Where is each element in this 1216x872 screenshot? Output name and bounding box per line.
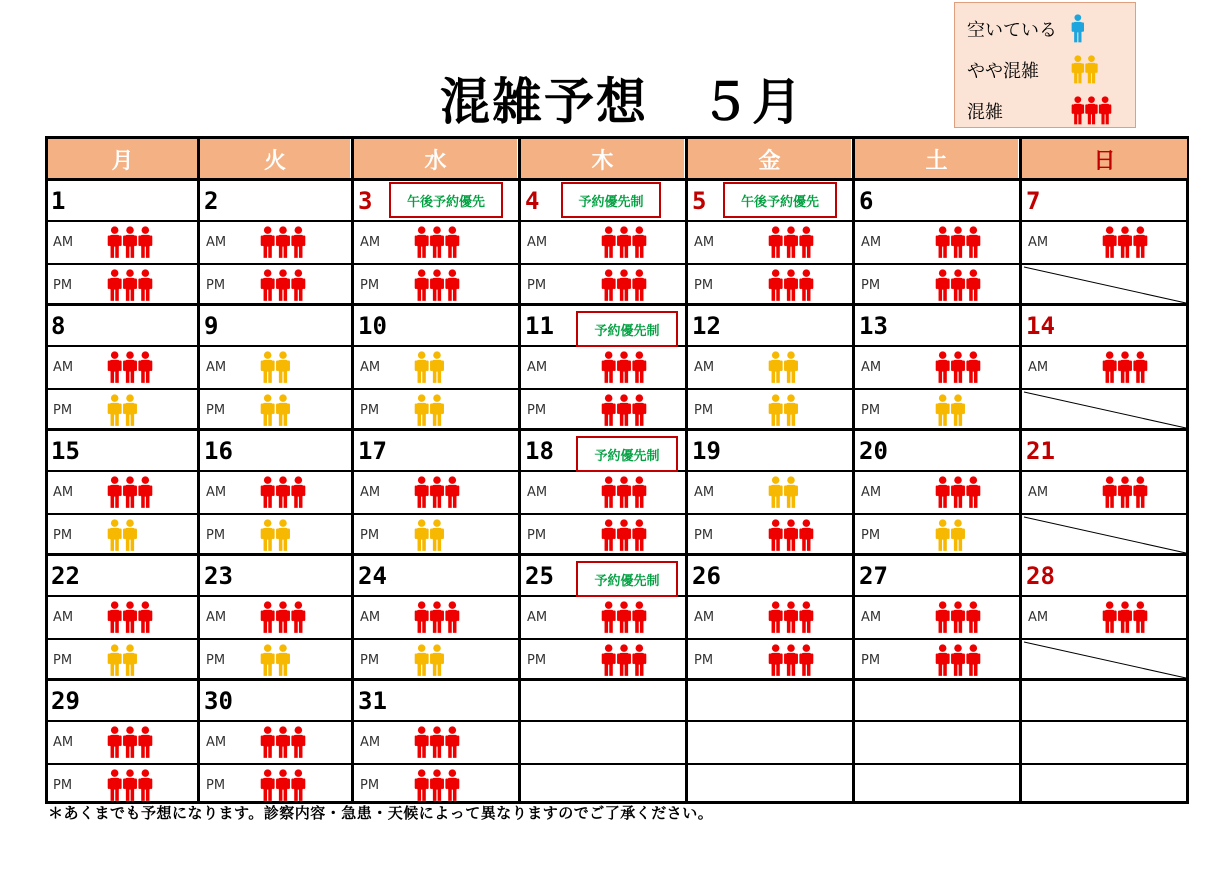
pm-label: PM (206, 528, 226, 543)
congestion-icon-busy (414, 644, 445, 681)
pm-label: PM (206, 403, 226, 418)
am-label: AM (1028, 235, 1049, 250)
congestion-icon-crowded (414, 769, 460, 806)
pm-label: PM (360, 278, 380, 293)
day-number: 19 (692, 437, 721, 465)
legend-icon-vacant (1071, 14, 1085, 43)
pm-label: PM (527, 278, 547, 293)
day-number: 16 (204, 437, 233, 465)
day-number: 4 (525, 187, 540, 215)
am-label: AM (53, 610, 74, 625)
day-number: 6 (859, 187, 874, 215)
congestion-icon-crowded (414, 226, 460, 263)
congestion-icon-busy (768, 394, 799, 431)
am-label: AM (206, 360, 227, 375)
congestion-icon-crowded (1102, 601, 1148, 638)
congestion-icon-crowded (414, 726, 460, 763)
day-cell[interactable] (688, 429, 852, 554)
am-label: AM (206, 235, 227, 250)
day-cell[interactable] (521, 429, 685, 554)
am-label: AM (861, 610, 882, 625)
congestion-icon-crowded (935, 476, 981, 513)
day-cell[interactable] (200, 304, 351, 429)
congestion-icon-crowded (768, 269, 814, 306)
day-cell[interactable] (521, 304, 685, 429)
weekday-header: 月 (48, 139, 197, 179)
am-label: AM (360, 610, 381, 625)
day-number: 24 (358, 562, 387, 590)
day-cell[interactable] (521, 179, 685, 304)
day-number: 26 (692, 562, 721, 590)
congestion-icon-crowded (768, 519, 814, 556)
congestion-icon-crowded (935, 226, 981, 263)
day-cell[interactable] (855, 304, 1019, 429)
pm-label: PM (53, 653, 73, 668)
congestion-icon-crowded (768, 644, 814, 681)
weekday-header: 日 (1022, 139, 1187, 179)
am-label: AM (53, 485, 74, 500)
congestion-icon-crowded (1102, 351, 1148, 388)
day-number: 27 (859, 562, 888, 590)
congestion-icon-busy (107, 519, 138, 556)
am-label: AM (360, 235, 381, 250)
am-label: AM (206, 610, 227, 625)
congestion-icon-crowded (935, 644, 981, 681)
pm-label: PM (53, 528, 73, 543)
am-label: AM (694, 485, 715, 500)
pm-label: PM (694, 403, 714, 418)
day-number: 13 (859, 312, 888, 340)
congestion-icon-crowded (260, 476, 306, 513)
am-label: AM (1028, 360, 1049, 375)
legend-icon-crowded (1071, 96, 1112, 125)
day-cell[interactable] (1022, 304, 1188, 429)
day-cell[interactable] (1022, 554, 1188, 679)
day-number: 2 (204, 187, 219, 215)
congestion-icon-crowded (1102, 226, 1148, 263)
am-label: AM (1028, 485, 1049, 500)
day-cell[interactable] (1022, 429, 1188, 554)
congestion-icon-crowded (935, 351, 981, 388)
am-label: AM (206, 485, 227, 500)
legend-icon-busy (1071, 55, 1098, 84)
am-label: AM (694, 610, 715, 625)
legend-item-busy (967, 52, 1098, 88)
reservation-note: 予約優先制 (576, 561, 678, 597)
day-number: 17 (358, 437, 387, 465)
day-cell[interactable] (47, 304, 197, 429)
congestion-icon-crowded (414, 476, 460, 513)
day-number: 18 (525, 437, 554, 465)
am-label: AM (527, 360, 548, 375)
congestion-icon-crowded (414, 601, 460, 638)
congestion-icon-crowded (107, 351, 153, 388)
congestion-icon-busy (414, 519, 445, 556)
am-label: AM (527, 235, 548, 250)
am-label: AM (360, 360, 381, 375)
congestion-icon-busy (260, 644, 291, 681)
congestion-icon-crowded (601, 394, 647, 431)
closed-slash (1022, 640, 1188, 680)
congestion-icon-busy (935, 394, 966, 431)
pm-label: PM (861, 403, 881, 418)
congestion-icon-crowded (260, 726, 306, 763)
congestion-icon-crowded (601, 644, 647, 681)
pm-label: PM (527, 528, 547, 543)
pm-label: PM (53, 778, 73, 793)
congestion-icon-crowded (260, 269, 306, 306)
legend-label: やや混雑 (967, 61, 1039, 82)
congestion-icon-busy (414, 394, 445, 431)
day-cell[interactable] (354, 429, 518, 554)
congestion-icon-crowded (935, 269, 981, 306)
am-label: AM (360, 735, 381, 750)
day-number: 8 (51, 312, 66, 340)
am-label: AM (694, 360, 715, 375)
day-cell[interactable] (855, 554, 1019, 679)
day-number: 5 (692, 187, 707, 215)
pm-label: PM (861, 278, 881, 293)
day-cell[interactable] (855, 429, 1019, 554)
congestion-icon-crowded (107, 726, 153, 763)
congestion-icon-crowded (107, 769, 153, 806)
pm-label: PM (527, 403, 547, 418)
day-cell[interactable] (200, 554, 351, 679)
pm-label: PM (206, 278, 226, 293)
am-label: AM (694, 235, 715, 250)
day-number: 12 (692, 312, 721, 340)
congestion-icon-crowded (601, 269, 647, 306)
congestion-icon-crowded (107, 476, 153, 513)
am-label: AM (527, 610, 548, 625)
pm-label: PM (360, 528, 380, 543)
am-label: AM (53, 735, 74, 750)
congestion-icon-busy (260, 519, 291, 556)
day-cell[interactable] (688, 179, 852, 304)
day-number: 22 (51, 562, 80, 590)
reservation-note: 午後予約優先 (389, 182, 503, 218)
closed-slash (1022, 265, 1188, 305)
reservation-note: 予約優先制 (576, 311, 678, 347)
congestion-icon-crowded (260, 769, 306, 806)
reservation-note: 午後予約優先 (723, 182, 837, 218)
page-title: 混雑予想 ５月 (440, 73, 804, 131)
closed-slash (1022, 515, 1188, 555)
congestion-icon-busy (414, 351, 445, 388)
congestion-icon-crowded (935, 601, 981, 638)
congestion-icon-busy (107, 644, 138, 681)
day-cell[interactable] (855, 179, 1019, 304)
congestion-icon-busy (107, 394, 138, 431)
pm-label: PM (360, 778, 380, 793)
legend-label: 空いている (967, 20, 1057, 41)
congestion-icon-crowded (601, 226, 647, 263)
am-label: AM (527, 485, 548, 500)
day-cell[interactable] (521, 554, 685, 679)
day-number: 25 (525, 562, 554, 590)
congestion-icon-crowded (601, 476, 647, 513)
congestion-icon-busy (768, 351, 799, 388)
day-cell[interactable] (688, 554, 852, 679)
congestion-icon-crowded (768, 601, 814, 638)
day-cell[interactable] (1022, 179, 1188, 304)
day-cell[interactable] (200, 429, 351, 554)
day-cell[interactable] (47, 679, 197, 804)
reservation-note: 予約優先制 (576, 436, 678, 472)
day-number: 1 (51, 187, 66, 215)
legend-item-vacant (967, 11, 1085, 47)
am-label: AM (1028, 610, 1049, 625)
pm-label: PM (206, 778, 226, 793)
congestion-icon-crowded (107, 269, 153, 306)
congestion-icon-busy (260, 351, 291, 388)
legend-label: 混雑 (967, 102, 1003, 123)
congestion-icon-crowded (601, 519, 647, 556)
am-label: AM (861, 235, 882, 250)
day-cell[interactable] (47, 429, 197, 554)
weekday-header: 木 (521, 139, 684, 179)
am-label: AM (861, 360, 882, 375)
day-cell[interactable] (354, 554, 518, 679)
day-cell[interactable] (47, 179, 197, 304)
pm-label: PM (53, 278, 73, 293)
am-label: AM (53, 235, 74, 250)
congestion-icon-crowded (260, 226, 306, 263)
day-number: 11 (525, 312, 554, 340)
congestion-legend (954, 2, 1136, 128)
day-number: 7 (1026, 187, 1041, 215)
day-number: 21 (1026, 437, 1055, 465)
day-number: 29 (51, 687, 80, 715)
weekday-header: 火 (200, 139, 350, 179)
pm-label: PM (861, 528, 881, 543)
day-number: 31 (358, 687, 387, 715)
pm-label: PM (694, 528, 714, 543)
congestion-icon-busy (260, 394, 291, 431)
reservation-note: 予約優先制 (561, 182, 661, 218)
day-number: 30 (204, 687, 233, 715)
day-number: 23 (204, 562, 233, 590)
congestion-icon-crowded (1102, 476, 1148, 513)
am-label: AM (206, 735, 227, 750)
day-cell[interactable] (354, 679, 518, 804)
congestion-icon-crowded (107, 601, 153, 638)
day-number: 3 (358, 187, 373, 215)
pm-label: PM (360, 653, 380, 668)
congestion-icon-crowded (107, 226, 153, 263)
congestion-icon-crowded (601, 351, 647, 388)
pm-label: PM (206, 653, 226, 668)
congestion-icon-crowded (768, 226, 814, 263)
pm-label: PM (527, 653, 547, 668)
am-label: AM (360, 485, 381, 500)
day-cell[interactable] (688, 304, 852, 429)
congestion-icon-crowded (260, 601, 306, 638)
congestion-icon-busy (768, 476, 799, 513)
day-cell[interactable] (200, 179, 351, 304)
day-number: 9 (204, 312, 219, 340)
footnote: ＊あくまでも予想になります。診察内容・急患・天候によって異なりますのでご了承ください。 (48, 804, 714, 822)
pm-label: PM (53, 403, 73, 418)
day-cell[interactable] (47, 554, 197, 679)
congestion-icon-crowded (601, 601, 647, 638)
congestion-icon-busy (935, 519, 966, 556)
day-cell[interactable] (354, 179, 518, 304)
pm-label: PM (360, 403, 380, 418)
day-number: 14 (1026, 312, 1055, 340)
day-number: 15 (51, 437, 80, 465)
pm-label: PM (861, 653, 881, 668)
weekday-header: 金 (688, 139, 851, 179)
day-number: 10 (358, 312, 387, 340)
weekday-header: 水 (354, 139, 517, 179)
pm-label: PM (694, 278, 714, 293)
am-label: AM (861, 485, 882, 500)
congestion-icon-crowded (414, 269, 460, 306)
calendar-grid (45, 136, 1189, 804)
day-cell[interactable] (354, 304, 518, 429)
day-number: 28 (1026, 562, 1055, 590)
closed-slash (1022, 390, 1188, 430)
legend-item-crowded (967, 93, 1112, 129)
day-cell[interactable] (200, 679, 351, 804)
am-label: AM (53, 360, 74, 375)
pm-label: PM (694, 653, 714, 668)
weekday-header: 土 (855, 139, 1018, 179)
day-number: 20 (859, 437, 888, 465)
